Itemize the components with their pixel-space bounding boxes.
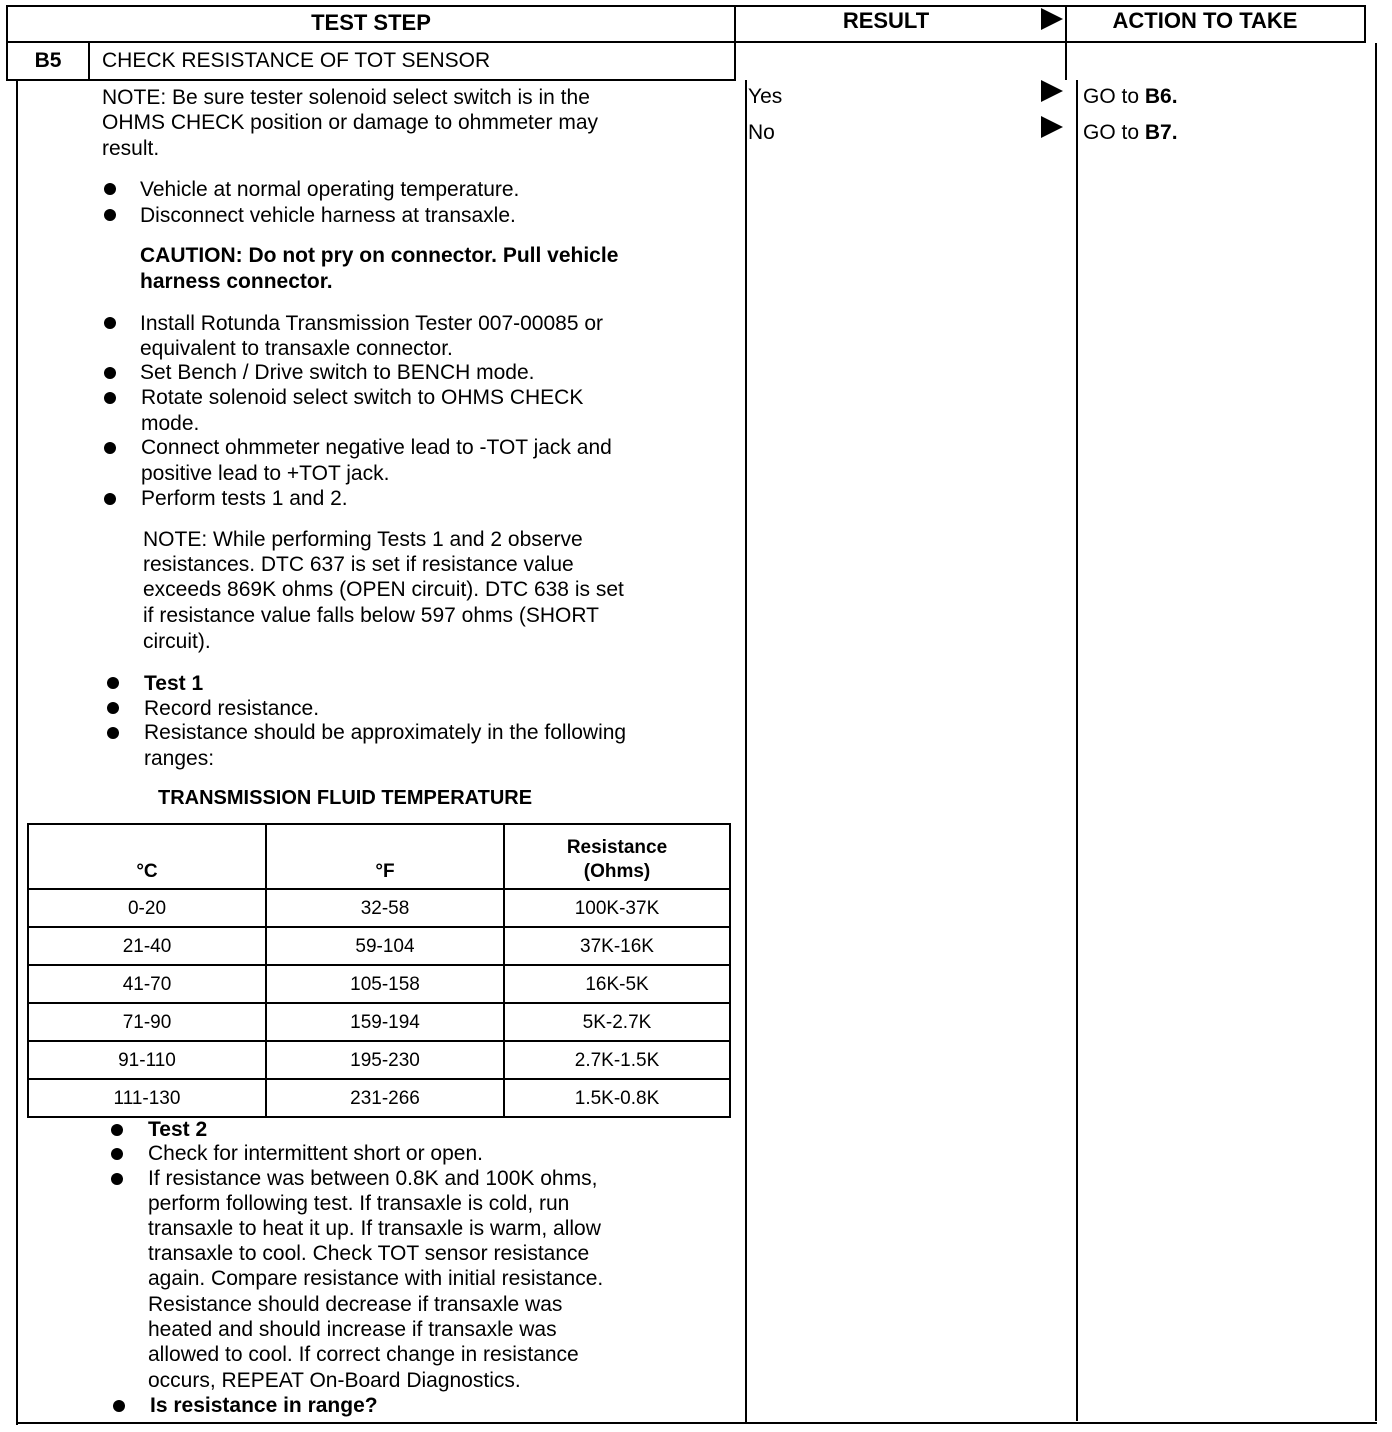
- note-2-line: if resistance value falls below 597 ohms (SHORT: [143, 604, 599, 627]
- col-f-header: °F: [266, 824, 504, 889]
- bullet-text: transaxle to cool. Check TOT sensor resistance: [148, 1242, 590, 1265]
- frame-left-lower: [16, 80, 18, 1425]
- table-row: [28, 1079, 730, 1117]
- bullet-text: heated and should increase if transaxle was: [148, 1318, 557, 1341]
- cell-f: 59-104: [266, 927, 504, 965]
- note-2-line: circuit).: [143, 630, 211, 653]
- test-1-label: Test 1: [144, 672, 204, 695]
- header-result: RESULT: [842, 8, 930, 33]
- bullet-text: again. Compare resistance with initial resistance.: [148, 1267, 604, 1290]
- caution-line: harness connector.: [140, 270, 333, 293]
- col-resistance-label: Resistance: [566, 837, 668, 858]
- bullet-icon: [104, 317, 116, 329]
- frame-right: [1364, 5, 1366, 43]
- table-row: [28, 1003, 730, 1041]
- col-resistance-unit: (Ohms): [583, 861, 651, 882]
- cell-r: 100K-37K: [504, 889, 730, 927]
- frame-bottom: [16, 1422, 1377, 1424]
- cell-c: 111-130: [28, 1079, 266, 1117]
- table-row: [28, 965, 730, 1003]
- header-test-step: TEST STEP: [311, 10, 431, 35]
- bullet-icon: [104, 367, 116, 379]
- bullet-icon: [107, 702, 119, 714]
- table-header-row: [28, 824, 730, 889]
- cell-f: 105-158: [266, 965, 504, 1003]
- bullet-text: Rotate solenoid select switch to OHMS CHECK: [141, 386, 584, 409]
- action-yes-prefix: GO to: [1083, 85, 1145, 108]
- bullet-text: Connect ohmmeter negative lead to -TOT jack and: [141, 436, 612, 459]
- note-2-line: NOTE: While performing Tests 1 and 2 observe: [143, 528, 583, 551]
- bullet-icon: [107, 677, 119, 689]
- caution-line: CAUTION: Do not pry on connector. Pull vehicle: [140, 244, 619, 267]
- bullet-text: Disconnect vehicle harness at transaxle.: [140, 204, 516, 227]
- col-c-header: °C: [28, 824, 266, 889]
- action-yes: [1083, 84, 1178, 109]
- step-title: CHECK RESISTANCE OF TOT SENSOR: [102, 49, 491, 72]
- bullet-text: occurs, REPEAT On-Board Diagnostics.: [148, 1369, 521, 1392]
- bullet-text: perform following test. If transaxle is cold, run: [148, 1192, 570, 1215]
- cell-c: 91-110: [28, 1041, 266, 1079]
- step-id: B5: [34, 49, 62, 72]
- col-divider-1-lower: [745, 80, 747, 1423]
- action-yes-target: B6.: [1144, 85, 1178, 108]
- bullet-text: Perform tests 1 and 2.: [141, 487, 348, 510]
- header-divider: [6, 41, 1366, 43]
- cell-c: 41-70: [28, 965, 266, 1003]
- action-no: [1083, 120, 1178, 145]
- bullet-text: If resistance was between 0.8K and 100K ohms,: [148, 1167, 598, 1190]
- cell-r: 5K-2.7K: [504, 1003, 730, 1041]
- bullet-text: transaxle to heat it up. If transaxle is warm, allow: [148, 1217, 601, 1240]
- bullet-icon: [111, 1148, 123, 1160]
- bullet-text: Install Rotunda Transmission Tester 007-00085 or: [140, 312, 604, 335]
- cell-f: 195-230: [266, 1041, 504, 1079]
- table-row: [28, 889, 730, 927]
- cell-r: 2.7K-1.5K: [504, 1041, 730, 1079]
- bullet-text: Record resistance.: [144, 697, 320, 720]
- cell-f: 159-194: [266, 1003, 504, 1041]
- frame-right-lower: [1375, 43, 1377, 1421]
- cell-r: 37K-16K: [504, 927, 730, 965]
- step-title-divider: [6, 79, 736, 81]
- table-row: [28, 1041, 730, 1079]
- bullet-icon: [104, 493, 116, 505]
- bullet-text: mode.: [141, 412, 200, 435]
- bullet-text: equivalent to transaxle connector.: [140, 337, 453, 360]
- table-title: TRANSMISSION FLUID TEMPERATURE: [158, 787, 533, 809]
- bullet-text: Resistance should decrease if transaxle was: [148, 1293, 563, 1316]
- note-1-line: NOTE: Be sure tester solenoid select switch is in the: [102, 86, 590, 109]
- cell-f: 32-58: [266, 889, 504, 927]
- result-no-arrow-icon: [1041, 116, 1063, 138]
- result-yes: Yes: [748, 85, 783, 108]
- cell-c: 71-90: [28, 1003, 266, 1041]
- col-resistance-header: [504, 824, 730, 889]
- result-no: No: [748, 121, 775, 144]
- note-2-line: resistances. DTC 637 is set if resistance value: [143, 553, 574, 576]
- cell-c: 21-40: [28, 927, 266, 965]
- bullet-text: allowed to cool. If correct change in resistance: [148, 1343, 579, 1366]
- bullet-text: positive lead to +TOT jack.: [141, 462, 390, 485]
- bullet-icon: [104, 209, 116, 221]
- step-id-divider: [88, 43, 90, 81]
- result-yes-arrow-icon: [1041, 80, 1063, 102]
- cell-r: 1.5K-0.8K: [504, 1079, 730, 1117]
- bullet-icon: [111, 1124, 123, 1136]
- note-1-line: OHMS CHECK position or damage to ohmmeter may: [102, 111, 599, 134]
- bullet-icon: [104, 392, 116, 404]
- bullet-icon: [104, 183, 116, 195]
- action-no-target: B7.: [1144, 121, 1178, 144]
- note-1-line: result.: [102, 137, 160, 160]
- cell-c: 0-20: [28, 889, 266, 927]
- col-divider-2-lower: [1076, 80, 1078, 1421]
- cell-r: 16K-5K: [504, 965, 730, 1003]
- bullet-icon: [111, 1173, 123, 1185]
- cell-f: 231-266: [266, 1079, 504, 1117]
- header-action: ACTION TO TAKE: [1112, 8, 1298, 33]
- test-2-question: Is resistance in range?: [150, 1394, 378, 1417]
- bullet-text: Check for intermittent short or open.: [148, 1142, 483, 1165]
- bullet-text: Resistance should be approximately in the following: [144, 721, 627, 744]
- table-row: [28, 927, 730, 965]
- bullet-icon: [107, 727, 119, 739]
- note-2-line: exceeds 869K ohms (OPEN circuit). DTC 638 is set: [143, 578, 624, 601]
- header-arrow-icon: [1041, 8, 1063, 30]
- test-2-label: Test 2: [148, 1118, 208, 1141]
- temperature-table: [27, 823, 731, 1118]
- bullet-text: ranges:: [144, 747, 215, 770]
- bullet-text: Vehicle at normal operating temperature.: [140, 178, 520, 201]
- action-no-prefix: GO to: [1083, 121, 1145, 144]
- bullet-text: Set Bench / Drive switch to BENCH mode.: [140, 361, 535, 384]
- bullet-icon: [113, 1400, 125, 1412]
- bullet-icon: [104, 442, 116, 454]
